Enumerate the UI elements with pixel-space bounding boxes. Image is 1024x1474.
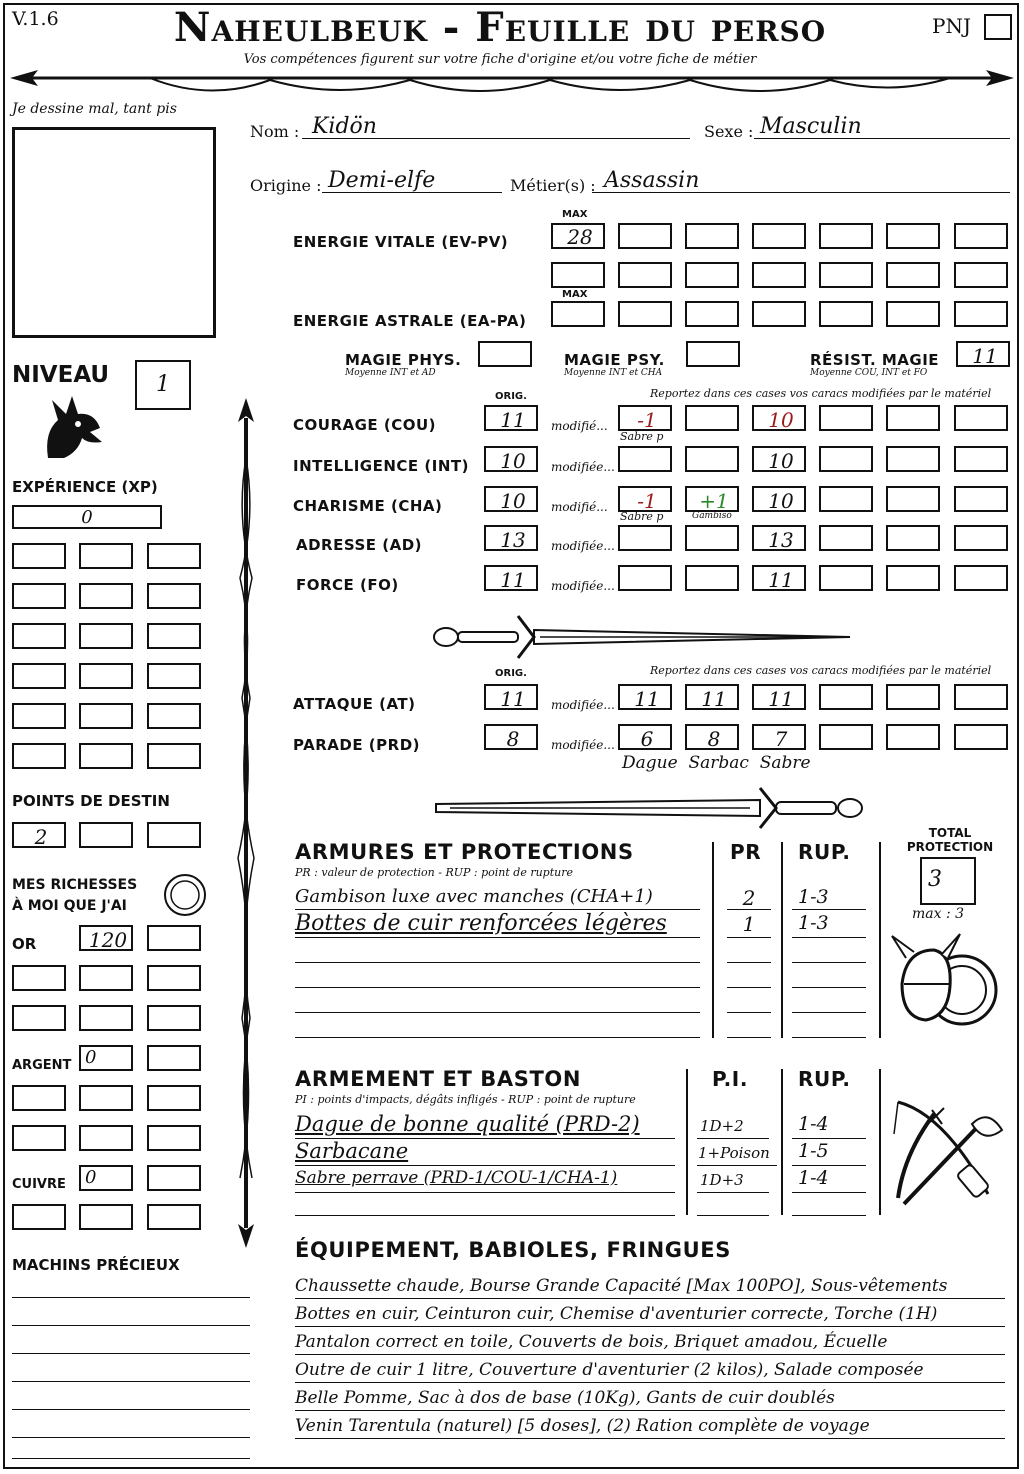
ad-orig-box[interactable] xyxy=(484,525,538,551)
xp-box[interactable] xyxy=(79,583,133,609)
ev-box[interactable] xyxy=(752,262,806,288)
fo-orig-value: 11 xyxy=(500,568,526,592)
xp-box[interactable] xyxy=(147,743,201,769)
precious-line[interactable] xyxy=(12,1277,250,1298)
sheet-subtitle: Vos compétences figurent sur votre fiche d'origine et/ou votre fiche de métier xyxy=(243,52,757,67)
argent-box[interactable] xyxy=(147,1085,201,1111)
at-orig-box[interactable] xyxy=(484,684,538,710)
origine-value: Demi-elfe xyxy=(328,168,436,193)
weapons-rup-header: RUP. xyxy=(798,1067,851,1091)
portrait-box[interactable] xyxy=(12,127,216,338)
ev-label: ENERGIE VITALE (EV-PV) xyxy=(293,233,509,251)
pnj-checkbox[interactable] xyxy=(984,14,1012,40)
destin-box[interactable] xyxy=(79,822,133,848)
xp-value: 0 xyxy=(81,507,93,528)
equipment-line-text: Pantalon correct en toile, Couverts de bois, Briquet amadou, Écuelle xyxy=(295,1332,888,1352)
xp-box[interactable] xyxy=(12,583,66,609)
magie-psy-note: Moyenne INT et CHA xyxy=(564,368,663,378)
weapon-row-name: Sarbacane xyxy=(295,1139,409,1163)
armor-empty-line[interactable] xyxy=(295,988,700,1013)
fo-mod-box[interactable] xyxy=(752,565,806,591)
armor-pr-header: PR xyxy=(730,840,762,864)
armor-pr-value: 1 xyxy=(742,912,756,936)
cou-mod1-value: -1 xyxy=(637,408,657,432)
precious-line[interactable] xyxy=(12,1305,250,1326)
weapon-rup-value: 1-4 xyxy=(798,1113,829,1135)
cha-mod-box[interactable] xyxy=(685,486,739,512)
weapon-pi-value: 1D+3 xyxy=(700,1171,744,1189)
cou-mod3-value: 10 xyxy=(768,408,794,432)
armor-empty-line[interactable] xyxy=(727,938,771,963)
portrait-caption: Je dessine mal, tant pis xyxy=(12,101,177,117)
precious-line[interactable] xyxy=(12,1417,250,1438)
weapon-empty-line[interactable] xyxy=(792,1193,866,1216)
ad-mod-box[interactable] xyxy=(819,525,873,551)
cha-mod1-value: -1 xyxy=(637,489,657,513)
total-protection-value: 3 xyxy=(928,867,942,892)
cou-mod-box[interactable] xyxy=(752,405,806,431)
at-mod3-value: 11 xyxy=(768,687,794,711)
int-mod-box[interactable] xyxy=(752,446,806,472)
or-value: 120 xyxy=(88,928,128,952)
equipment-line-text: Belle Pomme, Sac à dos de base (10Kg), Gants de cuir doublés xyxy=(295,1388,835,1408)
magie-phys-note: Moyenne INT et AD xyxy=(345,368,436,378)
ea-max-box[interactable] xyxy=(551,301,605,327)
precious-line[interactable] xyxy=(12,1440,250,1459)
armor-row-name: Bottes de cuir renforcées légères xyxy=(295,911,667,936)
total-protection-label: TOTAL PROTECTION xyxy=(906,826,994,854)
prd-mod3-value: 7 xyxy=(774,727,788,751)
ev-box[interactable] xyxy=(685,262,739,288)
weapon-row-name: Dague de bonne qualité (PRD-2) xyxy=(295,1112,640,1136)
at-mod-box[interactable] xyxy=(954,684,1008,710)
int-mod-box[interactable] xyxy=(886,446,940,472)
ev-box[interactable] xyxy=(685,223,739,249)
argent-box[interactable] xyxy=(79,1085,133,1111)
armor-empty-line[interactable] xyxy=(792,1013,866,1038)
fo-mod-box[interactable] xyxy=(954,565,1008,591)
cuivre-box[interactable] xyxy=(147,1165,201,1191)
at-orig-value: 11 xyxy=(500,687,526,711)
argent-box[interactable] xyxy=(147,1125,201,1151)
sword-icon xyxy=(430,612,870,662)
fo-mod-box[interactable] xyxy=(618,565,672,591)
at-mod-box[interactable] xyxy=(685,684,739,710)
xp-label: EXPÉRIENCE (XP) xyxy=(12,478,158,496)
cha-label: CHARISME (CHA) xyxy=(293,497,443,515)
precious-line[interactable] xyxy=(12,1333,250,1354)
armor-divider xyxy=(879,842,881,1038)
cha-mod2-note: Gambiso xyxy=(692,511,732,521)
armor-row-name: Gambison luxe avec manches (CHA+1) xyxy=(295,886,653,907)
xp-box[interactable] xyxy=(147,583,201,609)
ad-mod3-value: 13 xyxy=(768,528,794,552)
armor-rup-value: 1-3 xyxy=(798,886,829,908)
int-orig-box[interactable] xyxy=(484,446,538,472)
cou-orig-box[interactable] xyxy=(484,405,538,431)
prd-mod-box[interactable] xyxy=(819,724,873,750)
ev-box[interactable] xyxy=(819,223,873,249)
int-label: INTELLIGENCE (INT) xyxy=(293,457,469,475)
armor-empty-line[interactable] xyxy=(727,1013,771,1038)
combat-note: Reportez dans ces cases vos caracs modifiées par le matériel xyxy=(650,664,992,677)
int-mod-box[interactable] xyxy=(685,446,739,472)
xp-box[interactable] xyxy=(79,623,133,649)
weapons-title: ARMEMENT ET BASTON xyxy=(295,1067,582,1091)
ev-box[interactable] xyxy=(819,262,873,288)
ev-box[interactable] xyxy=(752,223,806,249)
at-label: ATTAQUE (AT) xyxy=(293,695,416,713)
dragon-icon xyxy=(38,392,108,464)
cuivre-box[interactable] xyxy=(79,1165,133,1191)
xp-box[interactable] xyxy=(12,505,162,529)
cha-orig-box[interactable] xyxy=(484,486,538,512)
ad-label: ADRESSE (AD) xyxy=(296,536,423,554)
fo-modif-label: modifiée... xyxy=(551,579,615,593)
destin-box[interactable] xyxy=(12,822,66,848)
weapon-pi-value: 1D+2 xyxy=(700,1117,744,1135)
niveau-box[interactable] xyxy=(135,360,191,410)
cha-mod-box[interactable] xyxy=(819,486,873,512)
weapons-legend: PI : points d'impacts, dégâts infligés - RUP : point de rupture xyxy=(295,1093,636,1106)
cuivre-label: CUIVRE xyxy=(12,1177,66,1192)
nom-label: Nom : xyxy=(250,122,300,141)
xp-box[interactable] xyxy=(12,743,66,769)
prd-label: PARADE (PRD) xyxy=(293,736,421,754)
destin-label: POINTS DE DESTIN xyxy=(12,792,170,810)
ad-orig-value: 13 xyxy=(500,528,526,552)
prd-mod2-value: 8 xyxy=(707,727,721,751)
total-protection-box[interactable] xyxy=(920,857,976,905)
ea-box[interactable] xyxy=(752,301,806,327)
metier-label: Métier(s) : xyxy=(510,176,596,195)
int-mod3-value: 10 xyxy=(768,449,794,473)
prd-orig-value: 8 xyxy=(506,727,520,751)
ea-box[interactable] xyxy=(685,301,739,327)
cou-orig-value: 11 xyxy=(500,408,526,432)
xp-box[interactable] xyxy=(79,743,133,769)
cou-mod1-note: Sabre p xyxy=(620,430,664,443)
cha-mod-box[interactable] xyxy=(954,486,1008,512)
armor-empty-line[interactable] xyxy=(792,988,866,1013)
equipment-line-text: Bottes en cuir, Ceinturon cuir, Chemise d'aventurier correcte, Torche (1H) xyxy=(295,1304,938,1324)
ea-box[interactable] xyxy=(618,301,672,327)
or-box[interactable] xyxy=(147,1005,201,1031)
armor-empty-line[interactable] xyxy=(792,963,866,988)
armor-rup-value: 1-3 xyxy=(798,912,829,934)
ea-box[interactable] xyxy=(819,301,873,327)
cha-modif-label: modifié... xyxy=(551,500,608,514)
richesses-label-2: À MOI QUE J'AI xyxy=(12,898,127,914)
precious-line[interactable] xyxy=(12,1361,250,1382)
ad-mod-box[interactable] xyxy=(752,525,806,551)
weapons-crossed-icon xyxy=(884,1094,1008,1214)
cuivre-box[interactable] xyxy=(79,1204,133,1230)
max-protection-note: max : 3 xyxy=(912,906,965,922)
helmet-shield-icon xyxy=(888,928,1000,1036)
weapon-rup-value: 1-5 xyxy=(798,1140,829,1162)
prd-mod-box[interactable] xyxy=(886,724,940,750)
cuivre-box[interactable] xyxy=(12,1204,66,1230)
at-mod-box[interactable] xyxy=(752,684,806,710)
equipment-title: ÉQUIPEMENT, BABIOLES, FRINGUES xyxy=(295,1238,731,1262)
ev-max-label: MAX xyxy=(562,209,588,220)
ev-max-box[interactable] xyxy=(551,223,605,249)
weapon-rup-value: 1-4 xyxy=(798,1167,829,1189)
fo-label: FORCE (FO) xyxy=(296,576,399,594)
at-mod-box[interactable] xyxy=(819,684,873,710)
resist-magie-value: 11 xyxy=(972,344,998,368)
ev-box[interactable] xyxy=(954,223,1008,249)
armor-divider xyxy=(781,842,783,1038)
origine-label: Origine : xyxy=(250,176,322,195)
cha-mod2-value: +1 xyxy=(699,489,729,513)
at-mod1-value: 11 xyxy=(634,687,660,711)
xp-box[interactable] xyxy=(79,543,133,569)
cha-mod-box[interactable] xyxy=(886,486,940,512)
or-box[interactable] xyxy=(12,965,66,991)
argent-box[interactable] xyxy=(147,1045,201,1071)
prd-mod-box[interactable] xyxy=(752,724,806,750)
magie-phys-label: MAGIE PHYS. xyxy=(345,351,462,369)
ad-mod-box[interactable] xyxy=(685,525,739,551)
xp-box[interactable] xyxy=(12,623,66,649)
armor-empty-line[interactable] xyxy=(295,938,700,963)
ad-modif-label: modifiée... xyxy=(551,539,615,553)
at-modif-label: modifiée... xyxy=(551,698,615,712)
richesses-label-1: MES RICHESSES xyxy=(12,877,138,893)
or-box[interactable] xyxy=(79,1005,133,1031)
carac-orig-label: ORIG. xyxy=(495,391,527,402)
pnj-label: PNJ xyxy=(932,14,971,38)
niveau-value: 1 xyxy=(156,372,170,397)
version-label: V.1.6 xyxy=(12,8,59,30)
at-mod-box[interactable] xyxy=(886,684,940,710)
int-modif-label: modifiée... xyxy=(551,460,615,474)
prd-mod-box[interactable] xyxy=(954,724,1008,750)
cou-mod-box[interactable] xyxy=(685,405,739,431)
or-box[interactable] xyxy=(79,965,133,991)
or-box[interactable] xyxy=(147,925,201,951)
at-mod2-value: 11 xyxy=(701,687,727,711)
weapons-divider xyxy=(686,1069,688,1215)
xp-box[interactable] xyxy=(147,663,201,689)
cou-mod-box[interactable] xyxy=(819,405,873,431)
ev-box[interactable] xyxy=(618,223,672,249)
equipment-line-text: Outre de cuir 1 litre, Couverture d'aventurier (2 kilos), Salade composée xyxy=(295,1360,924,1380)
ad-mod-box[interactable] xyxy=(886,525,940,551)
or-box[interactable] xyxy=(12,1005,66,1031)
int-orig-value: 10 xyxy=(500,449,526,473)
destin-value: 2 xyxy=(34,825,48,849)
ad-mod-box[interactable] xyxy=(954,525,1008,551)
armor-empty-line[interactable] xyxy=(295,1013,700,1038)
argent-value: 0 xyxy=(85,1047,97,1068)
xp-box[interactable] xyxy=(147,703,201,729)
or-box[interactable] xyxy=(79,925,133,951)
equipment-line-text: Venin Tarentula (naturel) [5 doses], (2) Ration complète de voyage xyxy=(295,1416,870,1436)
cuivre-box[interactable] xyxy=(147,1204,201,1230)
destin-box[interactable] xyxy=(147,822,201,848)
cha-orig-value: 10 xyxy=(500,489,526,513)
ea-label: ENERGIE ASTRALE (EA-PA) xyxy=(293,312,527,330)
cou-mod-box[interactable] xyxy=(886,405,940,431)
coin-icon xyxy=(162,872,208,918)
weapon-row-name: Sabre perrave (PRD-1/COU-1/CHA-1) xyxy=(295,1168,618,1188)
or-box[interactable] xyxy=(147,965,201,991)
prd-mod-box[interactable] xyxy=(685,724,739,750)
armor-empty-line[interactable] xyxy=(792,938,866,963)
banner-spear-icon xyxy=(10,66,1014,102)
sexe-value: Masculin xyxy=(760,114,862,139)
int-mod-box[interactable] xyxy=(618,446,672,472)
ev-box[interactable] xyxy=(618,262,672,288)
fo-mod-box[interactable] xyxy=(685,565,739,591)
magie-psy-box[interactable] xyxy=(686,341,740,367)
ev-box[interactable] xyxy=(954,262,1008,288)
metier-value: Assassin xyxy=(604,168,700,193)
ev-max-value: 28 xyxy=(567,225,593,249)
combat-orig-label: ORIG. xyxy=(495,668,527,679)
weapon-pi-value: 1+Poison xyxy=(698,1144,770,1162)
armor-empty-line[interactable] xyxy=(727,988,771,1013)
cha-mod-box[interactable] xyxy=(618,486,672,512)
or-label: OR xyxy=(12,935,37,953)
armor-pr-value: 2 xyxy=(742,886,756,910)
xp-box[interactable] xyxy=(12,703,66,729)
armor-rup-header: RUP. xyxy=(798,840,851,864)
ea-max-label: MAX xyxy=(562,289,588,300)
sexe-label: Sexe : xyxy=(704,122,754,141)
cha-mod3-value: 10 xyxy=(768,489,794,513)
resist-magie-label: RÉSIST. MAGIE xyxy=(810,351,940,369)
fo-orig-box[interactable] xyxy=(484,565,538,591)
cuivre-value: 0 xyxy=(85,1167,97,1188)
ea-box[interactable] xyxy=(886,301,940,327)
resist-magie-note: Moyenne COU, INT et FO xyxy=(810,368,928,378)
magie-phys-box[interactable] xyxy=(478,341,532,367)
precious-line[interactable] xyxy=(12,1389,250,1410)
weapons-pi-header: P.I. xyxy=(712,1067,749,1091)
int-mod-box[interactable] xyxy=(954,446,1008,472)
armor-title: ARMURES ET PROTECTIONS xyxy=(295,840,634,864)
magie-psy-label: MAGIE PSY. xyxy=(564,351,665,369)
xp-box[interactable] xyxy=(147,623,201,649)
prd-mod1-value: 6 xyxy=(640,727,654,751)
argent-box[interactable] xyxy=(12,1085,66,1111)
fo-mod-box[interactable] xyxy=(819,565,873,591)
ad-mod-box[interactable] xyxy=(618,525,672,551)
ev-box[interactable] xyxy=(886,223,940,249)
sword-icon xyxy=(430,786,870,830)
equipment-line-text: Chaussette chaude, Bourse Grande Capacité [Max 100PO], Sous-vêtements xyxy=(295,1276,948,1296)
fo-mod3-value: 11 xyxy=(768,568,794,592)
xp-box[interactable] xyxy=(79,703,133,729)
armor-divider xyxy=(712,842,714,1038)
xp-box[interactable] xyxy=(12,543,66,569)
prd-orig-box[interactable] xyxy=(484,724,538,750)
cha-mod-box[interactable] xyxy=(752,486,806,512)
cou-mod-box[interactable] xyxy=(618,405,672,431)
prd-mod-box[interactable] xyxy=(618,724,672,750)
cou-mod-box[interactable] xyxy=(954,405,1008,431)
at-mod-box[interactable] xyxy=(618,684,672,710)
armor-empty-line[interactable] xyxy=(295,963,700,988)
ea-box[interactable] xyxy=(954,301,1008,327)
ev-box[interactable] xyxy=(886,262,940,288)
carac-note: Reportez dans ces cases vos caracs modifiées par le matériel xyxy=(650,387,992,400)
machins-precieux-label: MACHINS PRÉCIEUX xyxy=(12,1256,180,1274)
fo-mod-box[interactable] xyxy=(886,565,940,591)
resist-magie-box[interactable] xyxy=(956,341,1010,367)
vertical-spear-icon xyxy=(232,398,260,1248)
prd-modif-label: modifiée... xyxy=(551,738,615,752)
cou-modif-label: modifié... xyxy=(551,419,608,433)
int-mod-box[interactable] xyxy=(819,446,873,472)
armor-legend: PR : valeur de protection - RUP : point de rupture xyxy=(295,866,573,879)
nom-value: Kidön xyxy=(312,114,377,139)
argent-box[interactable] xyxy=(79,1045,133,1071)
weapon-empty-line[interactable] xyxy=(697,1193,769,1216)
weapons-divider xyxy=(879,1069,881,1215)
ev-box[interactable] xyxy=(551,262,605,288)
argent-box[interactable] xyxy=(12,1125,66,1151)
weapons-divider xyxy=(781,1069,783,1215)
weapons-caption: Dague Sarbac Sabre xyxy=(622,753,811,773)
cou-label: COURAGE (COU) xyxy=(293,416,437,434)
cha-mod1-note: Sabre p xyxy=(620,510,664,523)
argent-label: ARGENT xyxy=(12,1058,72,1073)
sheet-title: Naheulbeuk - Feuille du perso xyxy=(173,4,827,51)
xp-box[interactable] xyxy=(79,663,133,689)
argent-box[interactable] xyxy=(79,1125,133,1151)
armor-empty-line[interactable] xyxy=(727,963,771,988)
weapon-empty-line[interactable] xyxy=(295,1193,675,1216)
niveau-label: NIVEAU xyxy=(12,362,110,388)
xp-box[interactable] xyxy=(12,663,66,689)
xp-box[interactable] xyxy=(147,543,201,569)
